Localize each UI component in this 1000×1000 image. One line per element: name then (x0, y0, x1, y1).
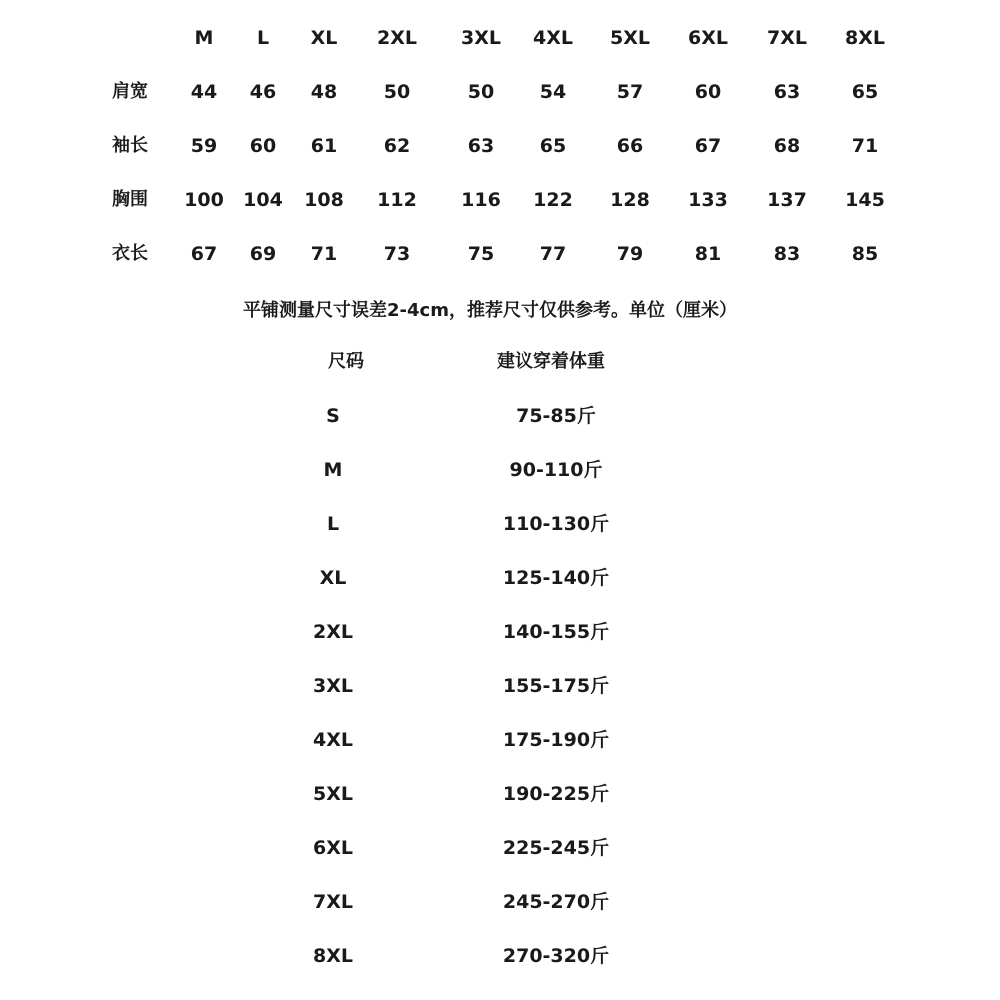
measurement-value: 79 (616, 243, 644, 265)
weight-range: 270-320斤 (502, 945, 610, 967)
measurement-value: 71 (310, 243, 338, 265)
measurement-value: 46 (249, 81, 277, 103)
size-header: 2XL (377, 27, 417, 49)
size-label: 6XL (313, 837, 353, 859)
measurement-value: 60 (249, 135, 277, 157)
row-label: 袖长 (112, 135, 148, 156)
measurement-value: 66 (616, 135, 644, 157)
size-header: 7XL (767, 27, 807, 49)
weight-range: 140-155斤 (502, 621, 610, 643)
measurement-value: 65 (539, 135, 567, 157)
measurement-value: 54 (539, 81, 567, 103)
size-label: 2XL (313, 621, 353, 643)
weight-range: 190-225斤 (502, 783, 610, 805)
measurement-value: 122 (533, 189, 573, 211)
size-header: 4XL (533, 27, 573, 49)
measurement-value: 83 (773, 243, 801, 265)
row-label: 衣长 (112, 243, 148, 264)
measurement-value: 77 (539, 243, 567, 265)
weight-range: 155-175斤 (502, 675, 610, 697)
row-label: 胸围 (112, 189, 148, 210)
measurement-value: 73 (383, 243, 411, 265)
measurement-value: 133 (688, 189, 728, 211)
size-header: XL (310, 27, 338, 49)
measurement-value: 104 (243, 189, 283, 211)
measurement-value: 67 (694, 135, 722, 157)
measurement-value: 128 (610, 189, 650, 211)
measurement-value: 71 (851, 135, 879, 157)
measurement-value: 81 (694, 243, 722, 265)
measurement-value: 75 (467, 243, 495, 265)
measurement-value: 50 (383, 81, 411, 103)
row-label: 肩宽 (112, 81, 148, 102)
measurement-value: 50 (467, 81, 495, 103)
size-header: 6XL (688, 27, 728, 49)
weight-range: 125-140斤 (502, 567, 610, 589)
size-header: 5XL (610, 27, 650, 49)
measurement-value: 44 (190, 81, 218, 103)
measurement-value: 61 (310, 135, 338, 157)
weight-range: 175-190斤 (502, 729, 610, 751)
measurement-note: 平铺测量尺寸误差2-4cm，推荐尺寸仅供参考。单位（厘米） (243, 300, 737, 321)
size-label: 3XL (313, 675, 353, 697)
size-header: 8XL (845, 27, 885, 49)
size-label: 8XL (313, 945, 353, 967)
measurement-value: 108 (304, 189, 344, 211)
weight-range: 110-130斤 (502, 513, 610, 535)
size-label: XL (319, 567, 347, 589)
measurement-value: 62 (383, 135, 411, 157)
size-header: M (194, 27, 214, 49)
size-label: 7XL (313, 891, 353, 913)
weight-range: 225-245斤 (502, 837, 610, 859)
measurement-value: 59 (190, 135, 218, 157)
weight-range: 90-110斤 (509, 459, 603, 481)
measurement-value: 137 (767, 189, 807, 211)
size-label: M (323, 459, 343, 481)
size-label: 4XL (313, 729, 353, 751)
measurement-value: 145 (845, 189, 885, 211)
size-header: L (256, 27, 270, 49)
measurement-value: 85 (851, 243, 879, 265)
measurement-value: 48 (310, 81, 338, 103)
weight-column-header: 建议穿着体重 (497, 351, 605, 372)
measurement-value: 69 (249, 243, 277, 265)
size-column-header: 尺码 (328, 351, 364, 372)
weight-range: 245-270斤 (502, 891, 610, 913)
size-label: L (326, 513, 340, 535)
measurement-value: 116 (461, 189, 501, 211)
measurement-value: 63 (467, 135, 495, 157)
measurement-value: 57 (616, 81, 644, 103)
measurement-value: 63 (773, 81, 801, 103)
measurement-value: 67 (190, 243, 218, 265)
measurement-value: 100 (184, 189, 224, 211)
measurement-value: 68 (773, 135, 801, 157)
measurement-value: 60 (694, 81, 722, 103)
size-label: 5XL (313, 783, 353, 805)
measurement-value: 112 (377, 189, 417, 211)
size-label: S (326, 405, 340, 427)
weight-range: 75-85斤 (516, 405, 596, 427)
size-header: 3XL (461, 27, 501, 49)
measurement-value: 65 (851, 81, 879, 103)
